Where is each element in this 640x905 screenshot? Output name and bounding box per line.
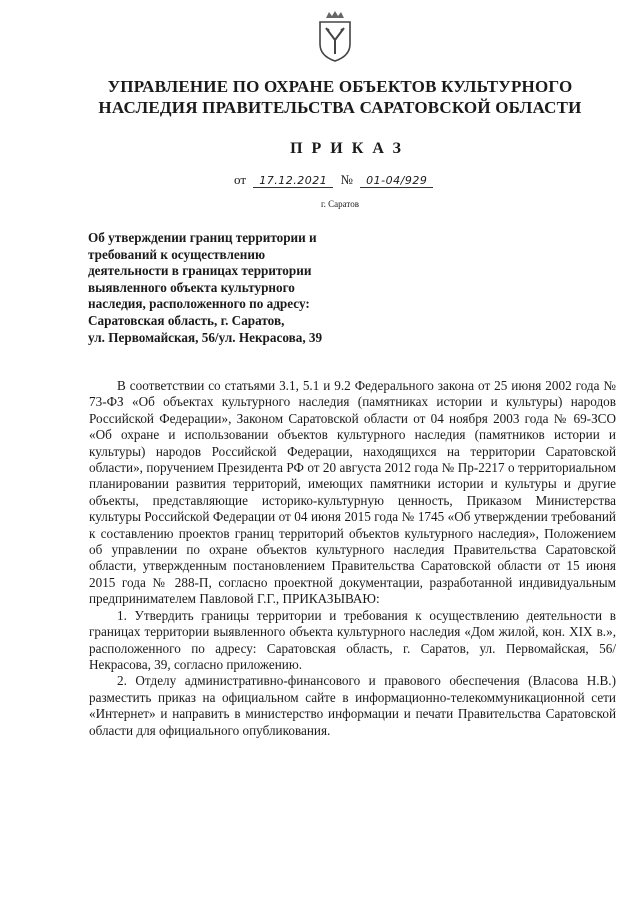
date-prefix: от [234, 172, 247, 187]
number-prefix: № [340, 172, 353, 187]
document-subject [88, 230, 388, 346]
subject-line: ул. Первомайская, 56/ул. Некрасова, 39 [88, 329, 323, 345]
order-item-2: 2. Отделу административно-финансового и правового обеспечения (Власова Н.В.) разместить приказ на официальном сайте в информационно-телекоммуникационной сети «Интернет» и направить в министерство информации и печати Правительства Саратовской области для официального опубликования. [89, 673, 616, 738]
subject-line: деятельности в границах территории [88, 263, 312, 279]
preamble-paragraph: В соответствии со статьями 3.1, 5.1 и 9.2 Федерального закона от 25 июня 2002 года № 73-ФЗ «Об объектах культурного наследия (памятниках истории и культуры) народов Российской Федерации», Законом Саратовской области от 04 ноября 2003 года № 69-ЗСО «Об охране и использовании объектов культурного наследия (памятников истории и культуры) народов Российской Федерации, находящихся на территории Саратовской области», поручением Президента РФ от 20 августа 2012 года № Пр-2217 о территориальном планировании развития территорий, имеющих памятники истории и культуры и другие объекты, представляющие историко-культурную ценность, Приказом Министерства культуры Российской Федерации от 04 июня 2015 года № 1745 «Об утверждении требований к составлению проектов границ территорий объектов культурного наследия», Положением об управлении по охране объектов культурного наследия Правительства Саратовской области, утвержденным постановлением Правительства Саратовской области от 15 июня 2015 года № 288-П, согласно проектной документации, разработанной индивидуальным предпринимателем Павловой Г.Г., ПРИКАЗЫВАЮ: [89, 378, 616, 607]
organization-name [60, 76, 620, 118]
coat-of-arms-icon [312, 10, 358, 62]
date-number-line [234, 172, 437, 188]
subject-line: Об утверждении границ территории и [88, 230, 317, 245]
document-body [89, 378, 616, 739]
order-item-1: 1. Утвердить границы территории и требования к осуществлению деятельности в границах территории выявленного объекта культурного наследия «Дом жилой, кон. XIX в.», расположенного по адресу: Саратовская область, г. Саратов, ул. Первомайская, 56/ Некрасова, 39, согласно приложению. [89, 607, 616, 672]
organization-name-line1: УПРАВЛЕНИЕ ПО ОХРАНЕ ОБЪЕКТОВ КУЛЬТУРНОГО [107, 77, 573, 96]
document-type: ПРИКАЗ [290, 140, 410, 157]
document-date: 17.12.2021 [253, 174, 333, 188]
document-number: 01-04/929 [360, 174, 433, 188]
subject-line: Саратовская область, г. Саратов, [88, 312, 285, 328]
place-of-issue: г. Саратов [321, 199, 359, 209]
organization-name-line2: НАСЛЕДИЯ ПРАВИТЕЛЬСТВА САРАТОВСКОЙ ОБЛАСТИ [98, 98, 582, 117]
subject-line: требований к осуществлению [88, 246, 266, 262]
subject-line: наследия, расположенного по адресу: [88, 296, 310, 312]
subject-line: выявленного объекта культурного [88, 279, 295, 295]
